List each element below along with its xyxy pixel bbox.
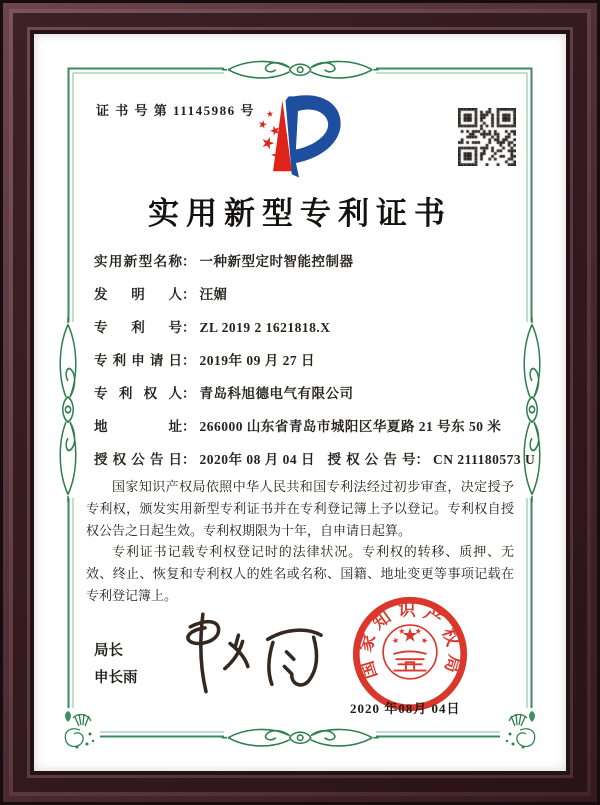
seal-ring-text: 国家知识产权局 (354, 599, 466, 682)
qr-code (458, 108, 516, 166)
legal-paragraph-1: 国家知识产权局依照中华人民共和国专利法经过初步审查，决定授予专利权，颁发实用新型专利证书并在专利登记簿上予以登记。专利权自授权公告之日起生效。专利权期限为十年，自申请日起算。 (86, 479, 514, 538)
grant-date-value: 2020年 08 月 04 日 (199, 452, 315, 467)
grant-number-value: CN 211180573 U (433, 452, 536, 467)
field-value: 汪媚 (199, 287, 228, 302)
field-value: 青岛科旭德电气有限公司 (199, 386, 354, 401)
field-label: 地址 (94, 419, 182, 434)
field-label: 授权公告号 (327, 452, 416, 467)
field-row-name: 实用新型名称： 一种新型定时智能控制器 (94, 250, 514, 265)
field-label: 专利权人 (94, 386, 182, 401)
field-label: 实用新型名称 (94, 254, 182, 269)
frame-ring-2 (9, 9, 591, 796)
field-label: 发明人 (94, 287, 182, 302)
certificate-title: 实用新型专利证书 (148, 196, 452, 231)
field-label: 授权公告日 (94, 452, 182, 467)
cnipa-patent-logo-icon (246, 92, 350, 184)
field-row-grant: 授权公告日： 2020年 08 月 04 日 授权公告号： CN 211180573 U (94, 448, 514, 463)
certificate-number: 证 书 号 第 11145986 号 (96, 103, 255, 118)
director-block (94, 638, 138, 692)
field-value: ZL 2019 2 1621818.X (199, 320, 331, 335)
legal-text (86, 476, 514, 607)
field-label: 专利号 (94, 320, 182, 335)
frame-ring-3 (13, 13, 587, 792)
national-emblem (383, 625, 437, 679)
field-label: 专利申请日 (94, 353, 182, 368)
field-row-inventor: 发明人： 汪媚 (94, 283, 514, 298)
field-row-patentee: 专利权人： 青岛科旭德电气有限公司 (94, 382, 514, 397)
field-row-address: 地址： 266000 山东省青岛市城阳区华夏路 21 号东 50 米 (94, 415, 514, 430)
frame-ring-4 (27, 27, 573, 778)
frame-ring-1 (3, 3, 597, 802)
frame-ring-5 (30, 30, 570, 775)
field-row-patent-no: 专利号： ZL 2019 2 1621818.X (94, 316, 514, 331)
field-row-filing-date: 专利申请日： 2019年 09 月 27 日 (94, 349, 514, 364)
director-name: 申长雨 (94, 670, 138, 686)
certificate-fields (94, 250, 536, 481)
seal-date: 2020 年08月 04日 (350, 701, 461, 716)
field-value: 2019年 09 月 27 日 (199, 353, 315, 368)
shen-changyu-signature-icon (162, 608, 342, 700)
director-title: 局长 (94, 643, 123, 659)
svg-text:国家知识产权局 (355, 600, 466, 682)
legal-paragraph-2: 专利证书记载专利权登记时的法律状况。专利权的转移、质押、无效、终止、恢复和专利权人的姓名或名称、国籍、地址变更等事项记载在专利登记簿上。 (86, 544, 514, 603)
field-value: 266000 山东省青岛市城阳区华夏路 21 号东 50 米 (199, 419, 502, 434)
certificate-page (34, 34, 566, 771)
field-value: 一种新型定时智能控制器 (199, 254, 354, 269)
